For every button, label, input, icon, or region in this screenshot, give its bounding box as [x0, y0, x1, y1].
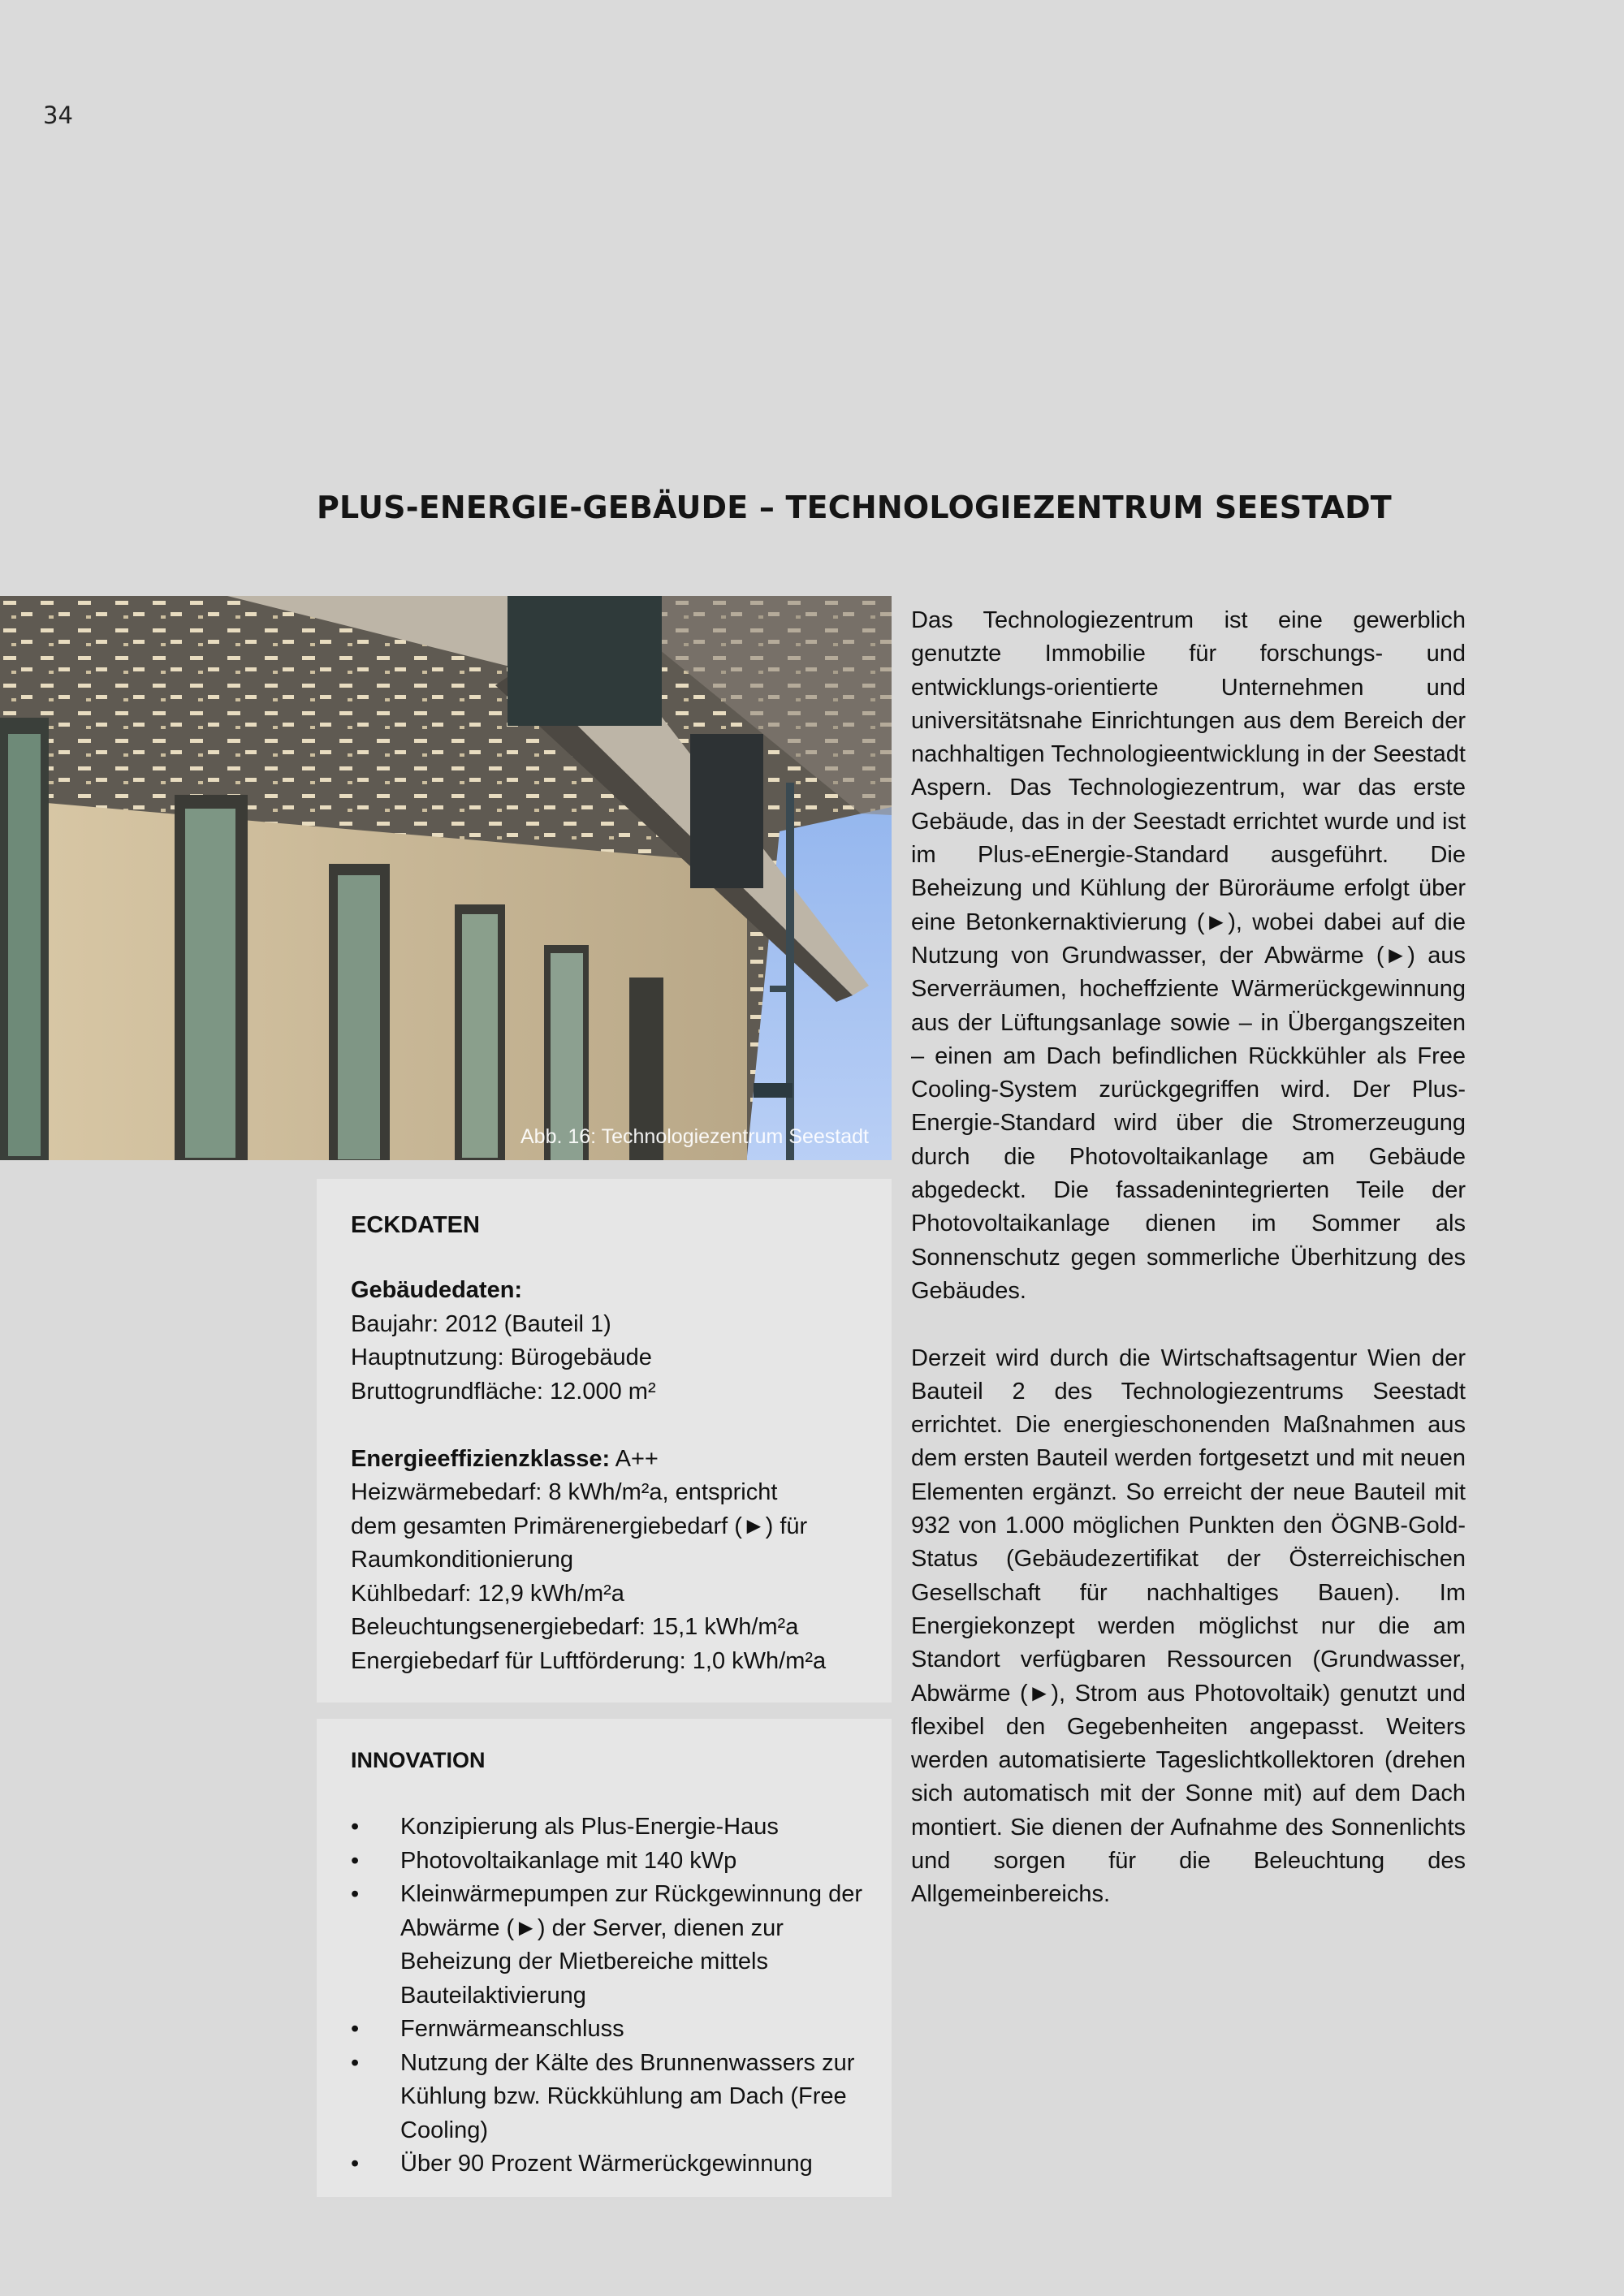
body-paragraph-1: Das Technologiezentrum ist eine gewerblich genutzte Immobilie für forschungs- und entwicklungs-orientierte Unternehmen und universitätsnahe Einrichtungen aus dem Bereich der nachhaltigen Technologieentwicklung in der Seestadt Aspern. Das Technologiezentrum, war das erste Gebäude, das in der Seestadt errichtet wurde und ist im Plus-eEnergie-Standard ausgeführt. Die Beheizung und Kühlung der Büroräume erfolgt über eine Betonkernaktivierung (►), wobei dabei auf die Nutzung von Grundwasser, der Abwärme (►) aus Serverräumen, hocheffziente Wärmerückgewinnung aus der Lüftungsanlage sowie – in Übergangszeiten – einen am Dach befindlichen Rückkühler als Free Cooling-System zurückgegriffen wird. Der Plus-Energie-Standard wird über die Stromerzeugung durch die Photovoltaikanlage am Gebäude abgedeckt. Die fassadenintegrierten Teile der Photovoltaikanlage dienen im Sommer als Sonnenschutz gegen sommerliche Überhitzung des Gebäudes. [911, 607, 1466, 1304]
bruttogrundflaeche: Bruttogrundfläche: 12.000 m² [351, 1378, 656, 1405]
luftfoerderung: Energiebedarf für Luftförderung: 1,0 kWh/m²a [351, 1647, 827, 1674]
list-item: • Über 90 Prozent Wärmerückgewinnung [351, 2147, 875, 2182]
bullet: • [351, 1881, 360, 1907]
kuehlbedarf: Kühlbedarf: 12,9 kWh/m²a [351, 1580, 624, 1607]
body-paragraph-2: Derzeit wird durch die Wirtschaftsagentur Wien der Bauteil 2 des Technologiezentrums Seestadt errichtet. Die energieschonenden Maßnahmen aus dem ersten Bauteil werden fortgesetzt und mit neuen Elementen ergänzt. So erreicht der neue Bauteil mit 932 von 1.000 möglichen Punkten den ÖGNB-Gold-Status (Gebäudezertifikat der Österreichischen Gesellschaft für nachhaltiges Bauen). Im Energiekonzept werden möglichst nur die am Standort verfügbaren Ressourcen (Grundwasser, Abwärme (►), Strom aus Photovoltaik) genutzt und flexibel den Gegebenheiten angepasst. Weiters werden automatisierte Tageslichtkollektoren (drehen sich automatisch mit der Sonne mit) auf dem Dach montiert. Sie dienen der Aufnahme des Sonnenlichts und sorgen für die Beleuchtung des Allgemeinbereichs. [911, 1344, 1466, 1908]
list-item: • Photovoltaikanlage mit 140 kWp [351, 1845, 875, 1879]
page-number: 34 [43, 101, 73, 129]
eckdaten-box [317, 1179, 892, 1703]
bullet: • [351, 2151, 360, 2177]
bullet: • [351, 2016, 360, 2042]
baujahr: Baujahr: 2012 (Bauteil 1) [351, 1310, 611, 1337]
bullet: • [351, 1814, 360, 1840]
energieeffizienzklasse-value: A++ [610, 1445, 659, 1472]
building-illustration [0, 596, 892, 1160]
heizwaermebedarf-line-1: Heizwärmebedarf: 8 kWh/m²a, entspricht [351, 1479, 778, 1505]
gebaeudedaten-label: Gebäudedaten: [351, 1277, 523, 1303]
bullet: • [351, 2049, 360, 2076]
innovation-heading: INNOVATION [351, 1748, 486, 1772]
energieeffizienzklasse-label: Energieeffizienzklasse: [351, 1445, 611, 1472]
list-item: • Kleinwärmepumpen zur Rückgewinnung der Abwärme (►) der Server, dienen zur Beheizung der Mietbereiche mittels Bauteilaktivierung [351, 1878, 875, 2013]
list-item: • Fernwärmeanschluss [351, 2013, 875, 2047]
photo-caption: Abb. 16: Technologiezentrum Seestadt [520, 1125, 869, 1148]
hauptnutzung: Hauptnutzung: Bürogebäude [351, 1344, 652, 1370]
bullet: • [351, 1847, 360, 1874]
heizwaermebedarf-line-2: dem gesamten Primärenergiebedarf (►) für [351, 1513, 808, 1539]
innovation-list [351, 1810, 875, 2182]
eckdaten-heading: ECKDATEN [351, 1212, 480, 1238]
list-item: • Konzipierung als Plus-Energie-Haus [351, 1810, 875, 1845]
heizwaermebedarf-line-3: Raumkonditionierung [351, 1547, 574, 1573]
body-text [911, 604, 1466, 1912]
innovation-box [317, 1719, 892, 2197]
page-title: PLUS-ENERGIE-GEBÄUDE – TECHNOLOGIEZENTRUM SEESTADT [317, 490, 1392, 525]
building-photo [0, 596, 892, 1160]
beleuchtungsenergiebedarf: Beleuchtungsenergiebedarf: 15,1 kWh/m²a [351, 1614, 799, 1640]
eckdaten-body [351, 1274, 875, 1678]
list-item: • Nutzung der Kälte des Brunnenwassers zur Kühlung bzw. Rückkühlung am Dach (Free Cooling) [351, 2047, 875, 2148]
